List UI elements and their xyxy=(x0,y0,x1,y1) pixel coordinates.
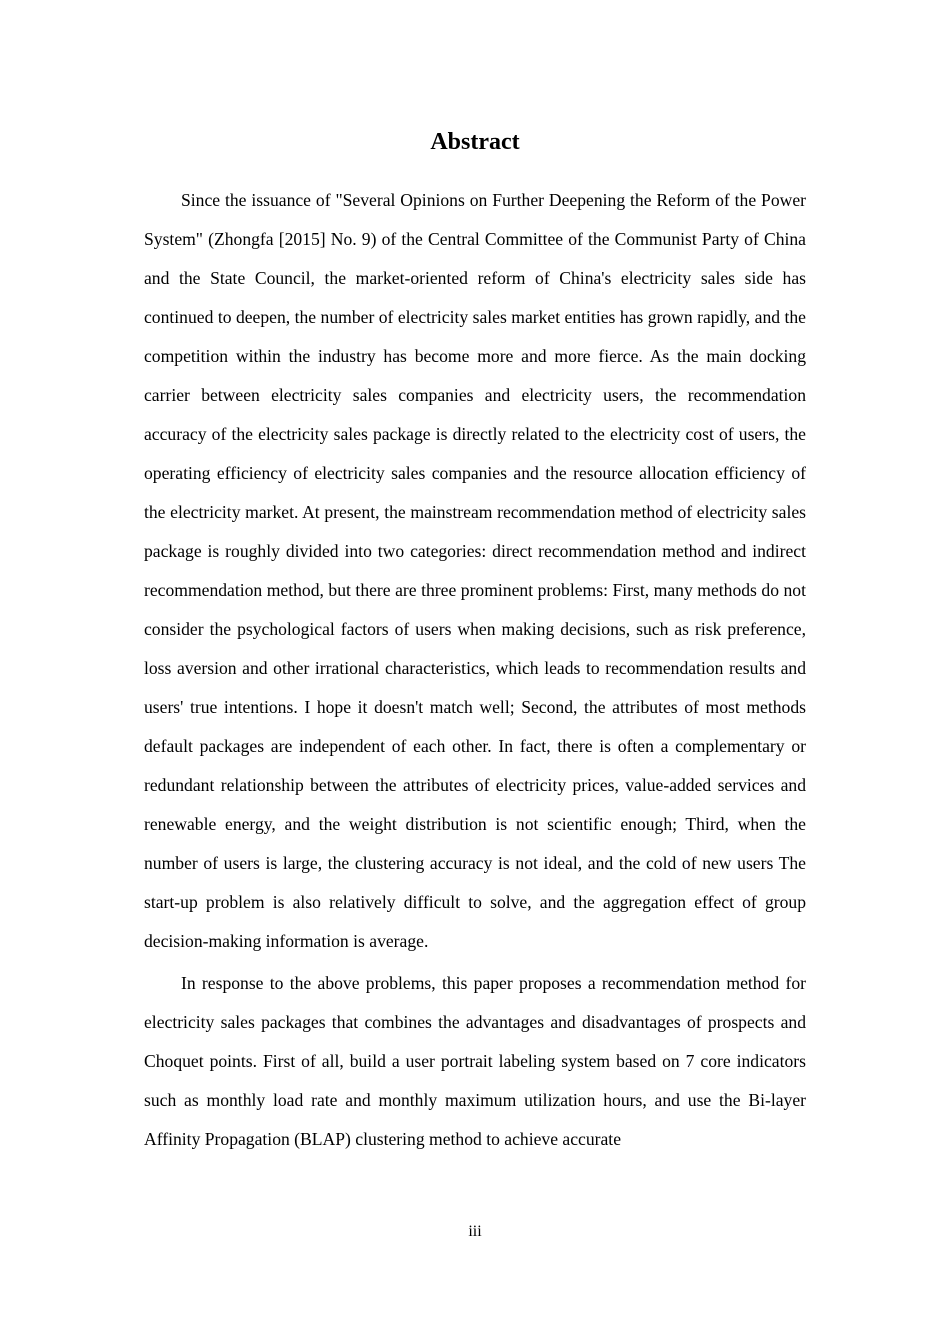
page-title: Abstract xyxy=(430,129,520,155)
abstract-body xyxy=(144,181,806,1159)
abstract-paragraph-2: In response to the above problems, this paper proposes a recommendation method for electricity sales packages that combines the advantages and disadvantages of prospects and Choquet points. First of all, build a user portrait labeling system based on 7 core indicators such as monthly load rate and monthly maximum utilization hours, and use the Bi-layer Affinity Propagation (BLAP) clustering method to achieve accurate xyxy=(144,973,806,1149)
page-number: iii xyxy=(468,1223,482,1240)
abstract-paragraph-1: Since the issuance of "Several Opinions on Further Deepening the Reform of the Power System" (Zhongfa [2015] No. 9) of the Central Committee of the Communist Party of China and the State Council, the market-oriented reform of China's electricity sales side has continued to deepen, the number of electricity sales market entities has grown rapidly, and the competition within the industry has become more and more fierce. As the main docking carrier between electricity sales companies and electricity users, the recommendation accuracy of the electricity sales package is directly related to the electricity cost of users, the operating efficiency of electricity sales companies and the resource allocation efficiency of the electricity market. At present, the mainstream recommendation method of electricity sales package is roughly divided into two categories: direct recommendation method and indirect recommendation method, but there are three prominent problems: First, many methods do not consider the psychological factors of users when making decisions, such as risk preference, loss aversion and other irrational characteristics, which leads to recommendation results and users' true intentions. I hope it doesn't match well; Second, the attributes of most methods default packages are independent of each other. In fact, there is often a complementary or redundant relationship between the attributes of electricity prices, value-added services and renewable energy, and the weight distribution is not scientific enough; Third, when the number of users is large, the clustering accuracy is not ideal, and the cold of new users The start-up problem is also relatively difficult to solve, and the aggregation effect of group decision-making information is average. xyxy=(144,190,806,951)
